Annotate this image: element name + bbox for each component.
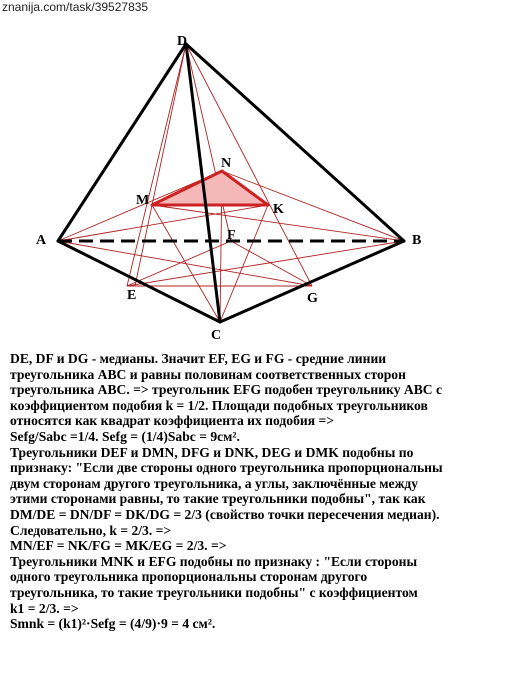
- solution-line: Треугольники MNK и EFG подобны по признаку : "Если стороны: [10, 553, 418, 569]
- solution-line: MN/EF = NK/FG = MK/EG = 2/3. =>: [10, 538, 227, 554]
- line-BE: [127, 241, 404, 286]
- solution-line: Треугольники DEF и DMN, DFG и DNK, DEG и DMK подобны по: [10, 444, 414, 460]
- label-K: K: [273, 202, 284, 217]
- solution-line: DM/DE = DN/DF = DK/DG = 2/3 (свойство точки пересечения медиан).: [10, 506, 440, 522]
- solution-line: двум сторонам другого треугольника, а углы, заключённые между: [10, 475, 419, 491]
- solution-line: Sefg/Sabc =1/4. Sefg = (1/4)Sabc = 9см².: [10, 428, 240, 444]
- edge-BC: [220, 241, 404, 322]
- line-DG: [186, 44, 312, 286]
- label-F: F: [227, 228, 236, 243]
- label-B: B: [412, 233, 422, 248]
- solution-line: этими сторонами равны, то такие треугольники подобны", так как: [10, 491, 426, 507]
- label-D: D: [177, 34, 188, 49]
- line-AK: [58, 205, 268, 241]
- edge-DA: [58, 44, 186, 241]
- line-DE: [127, 44, 186, 286]
- line-AG: [58, 241, 312, 286]
- solution-line: треугольника, то такие треугольники подобны" с коэффициентом: [10, 584, 418, 600]
- edge-AC: [58, 241, 220, 322]
- edge-DB: [186, 44, 404, 241]
- label-E: E: [127, 288, 137, 303]
- label-C: C: [211, 328, 222, 343]
- label-G: G: [307, 291, 318, 306]
- label-N: N: [221, 156, 232, 171]
- label-M: M: [136, 193, 150, 208]
- solution-line: относятся как квадрат коэффициента их подобия =>: [10, 413, 334, 429]
- solution-line: треугольника ABC. => треугольник EFG подобен треугольнику ABC с: [10, 382, 443, 398]
- solution-line: одного треугольника пропорциональны сторонам другого: [10, 569, 368, 585]
- triangle-MNK: [152, 171, 268, 205]
- solution-line: коэффициентом подобия k = 1/2. Площади подобных треугольников: [10, 397, 428, 413]
- solution-line: DE, DF и DG - медианы. Значит EF, EG и FG - средние линии: [10, 351, 387, 366]
- source-url: znanija.com/task/39527835: [2, 0, 149, 14]
- solution-text: [10, 351, 518, 632]
- solution-line: треугольника ABC и равны половинам соответственных сторон: [10, 366, 406, 382]
- solution-line: признаку: "Если две стороны одного треугольника пропорциональны: [10, 460, 443, 476]
- label-A: A: [36, 233, 47, 248]
- line-DF: [186, 44, 231, 241]
- solution-line: Smnk = (k1)²·Sefg = (4/9)·9 = 4 см².: [10, 616, 216, 632]
- solution-line: k1 = 2/3. =>: [10, 600, 79, 616]
- solution-line: Следовательно, k = 2/3. =>: [10, 522, 172, 538]
